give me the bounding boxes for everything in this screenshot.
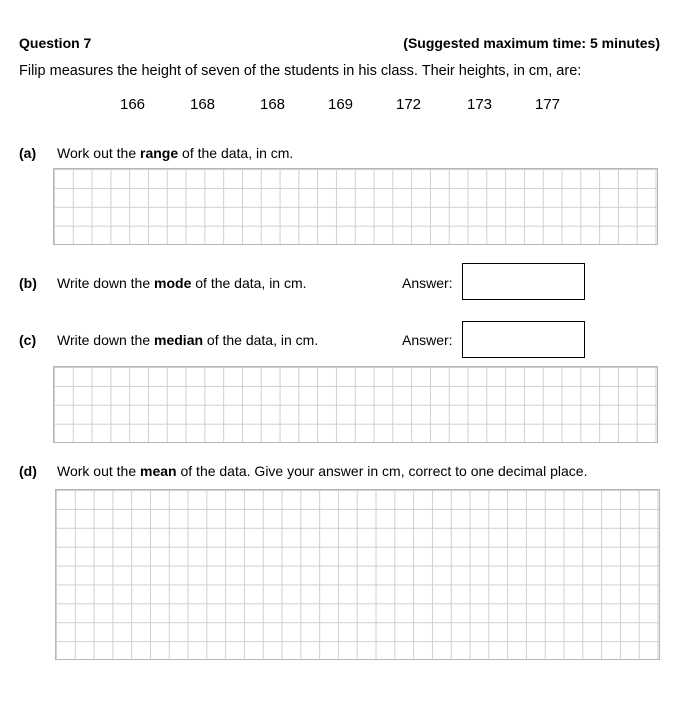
part-a-question: Work out the range of the data, in cm. <box>57 145 294 161</box>
part-d-label: (d) <box>19 463 37 479</box>
answer-box-b[interactable] <box>462 263 585 300</box>
height-value: 169 <box>328 96 354 113</box>
height-value: 173 <box>467 96 493 113</box>
part-b-question: Write down the mode of the data, in cm. <box>57 275 307 291</box>
working-grid-a[interactable] <box>53 168 658 245</box>
part-c-label: (c) <box>19 332 37 348</box>
working-grid-c[interactable] <box>53 366 658 443</box>
intro-text: Filip measures the height of seven of the students in his class. Their heights, in cm, are: <box>19 63 582 79</box>
part-b-label: (b) <box>19 275 37 291</box>
answer-label-b: Answer: <box>402 275 453 291</box>
part-d-question: Work out the mean of the data. Give your answer in cm, correct to one decimal place. <box>57 463 588 479</box>
part-a-label: (a) <box>19 145 37 161</box>
height-value: 177 <box>535 96 561 113</box>
height-value: 168 <box>190 96 216 113</box>
time-note: (Suggested maximum time: 5 minutes) <box>403 35 660 51</box>
height-value: 166 <box>120 96 146 113</box>
height-value: 168 <box>260 96 286 113</box>
height-value: 172 <box>396 96 422 113</box>
working-grid-d[interactable] <box>55 489 660 660</box>
question-title: Question 7 <box>19 35 92 51</box>
answer-label-c: Answer: <box>402 332 453 348</box>
part-c-question: Write down the median of the data, in cm. <box>57 332 319 348</box>
answer-box-c[interactable] <box>462 321 585 358</box>
